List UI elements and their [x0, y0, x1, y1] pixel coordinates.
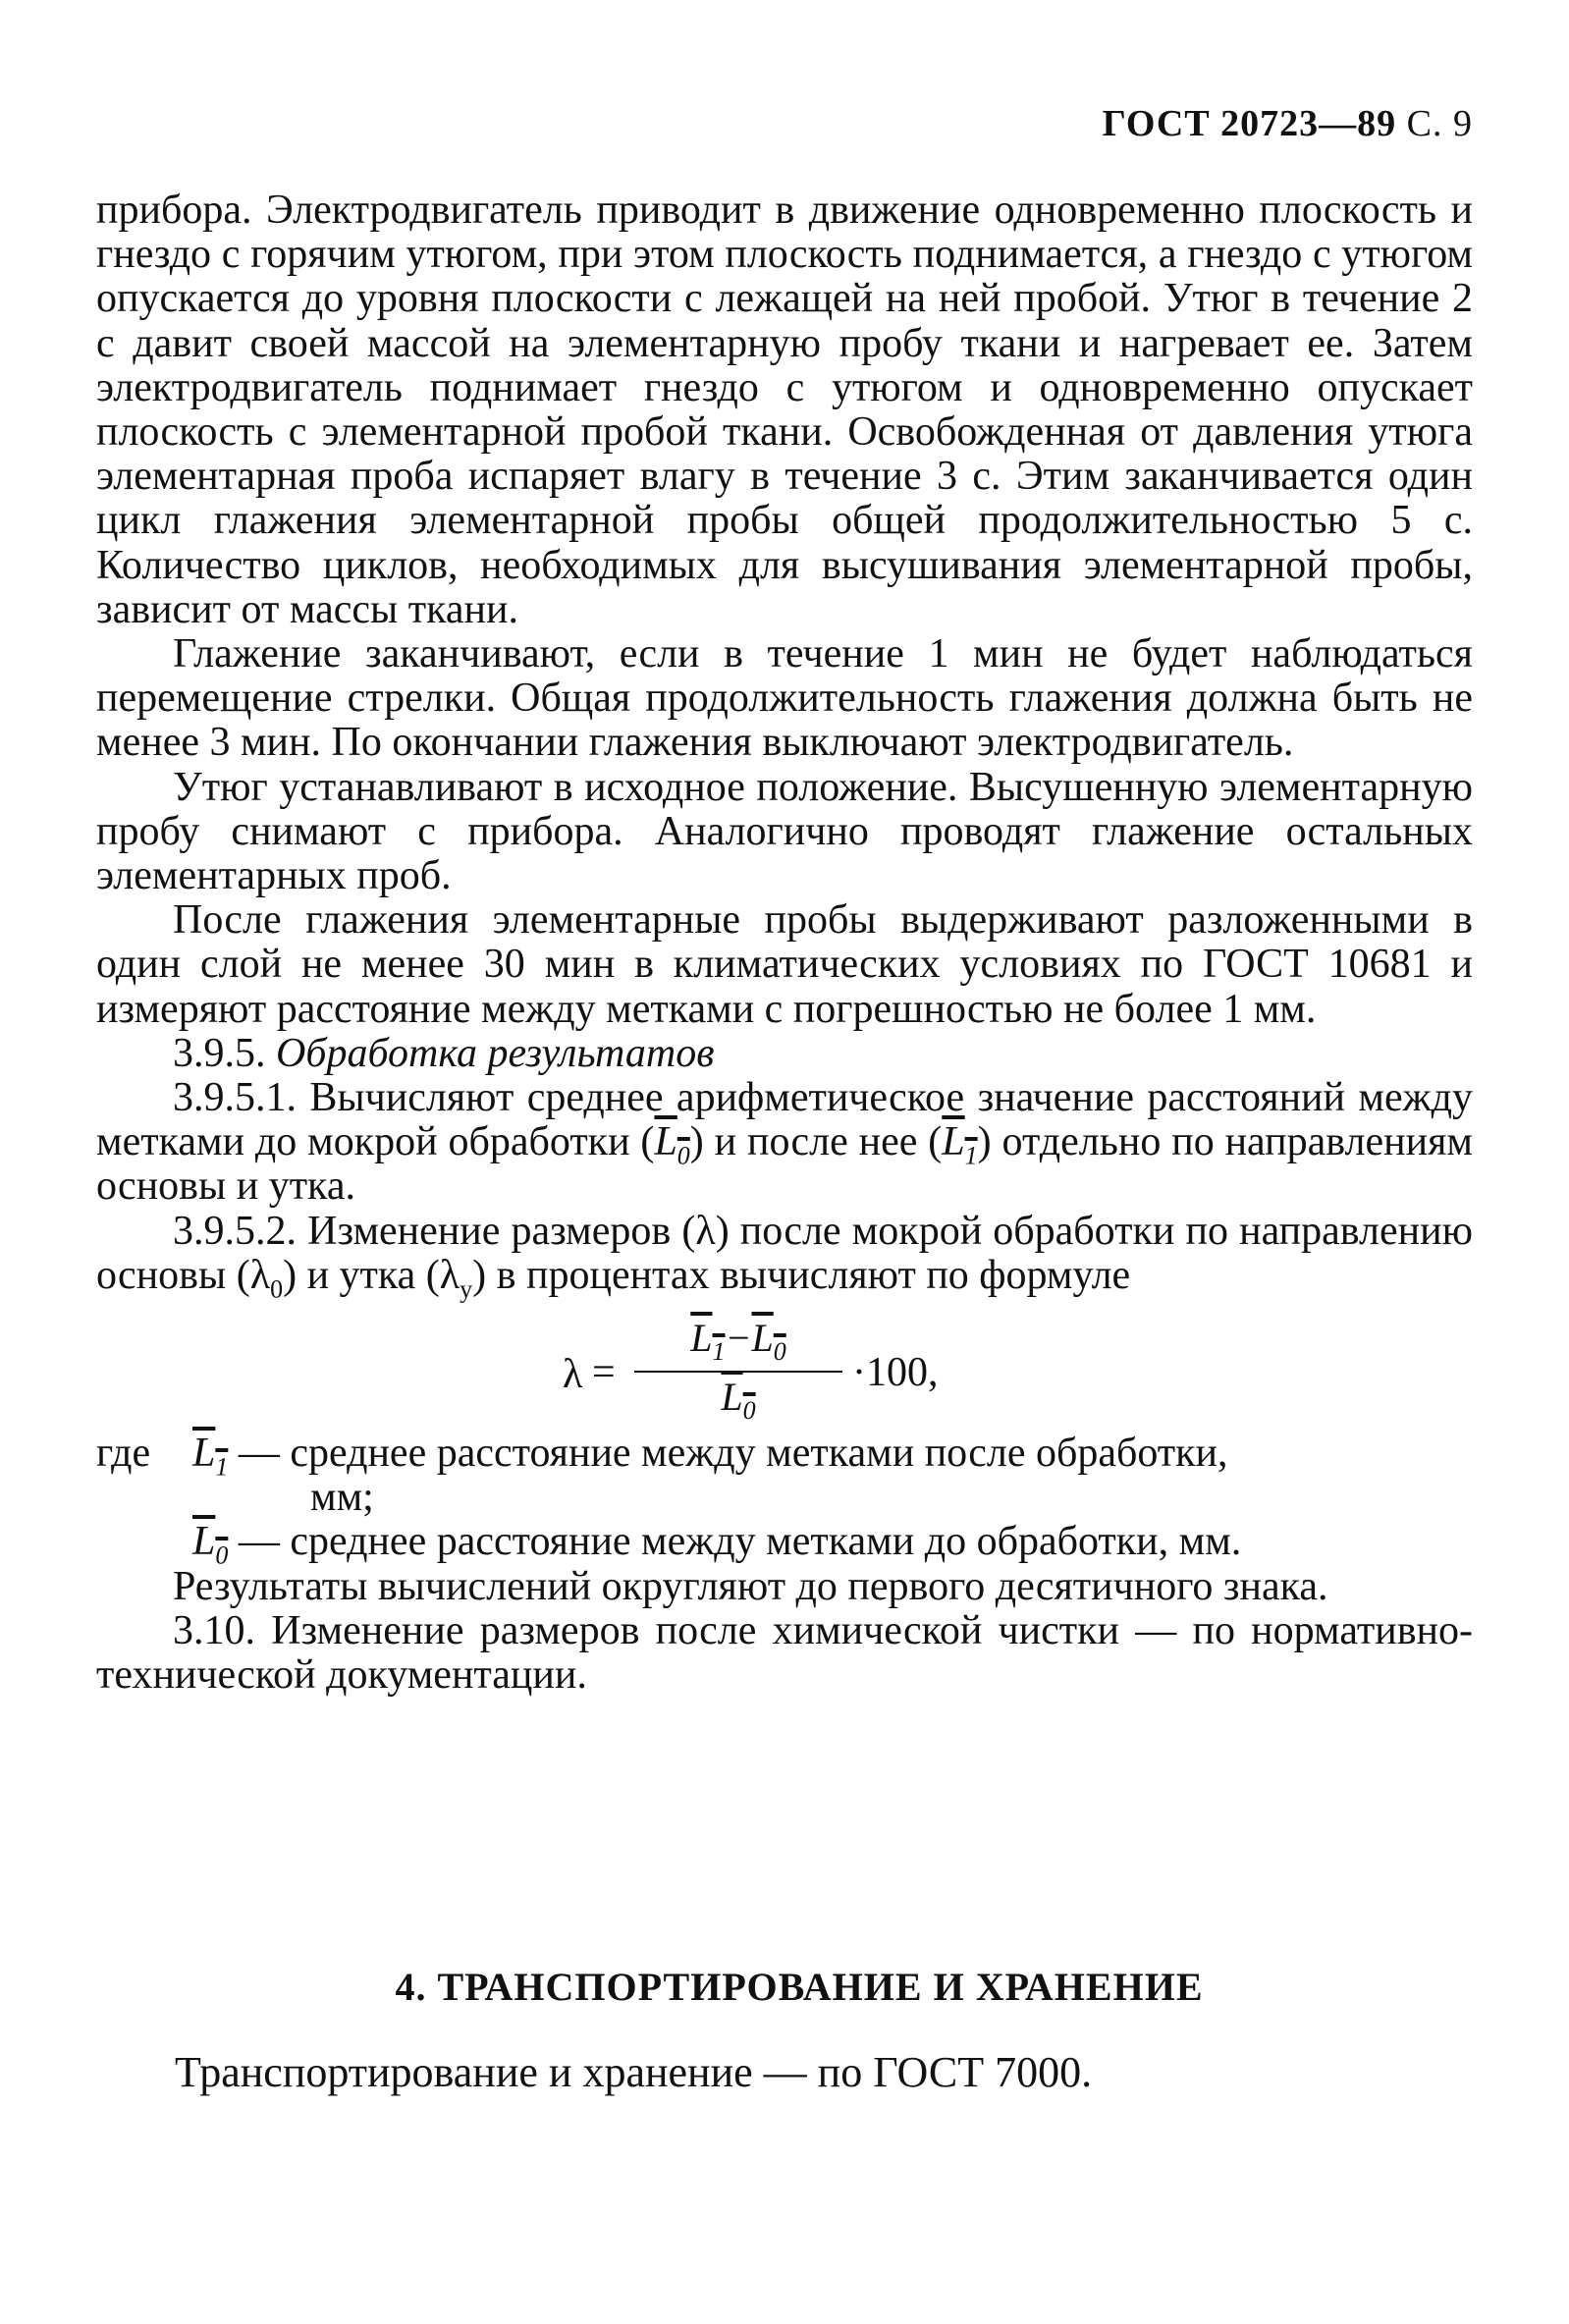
symbol-L1 [192, 1431, 229, 1482]
symbol-letter: L [721, 1375, 743, 1420]
symbol-letter: L [654, 1119, 677, 1165]
running-header [1103, 102, 1473, 145]
symbol-subscript: 0 [270, 1274, 284, 1304]
definition-text: — среднее расстояние между метками до обработки, мм. [228, 1519, 1242, 1565]
formula-fraction [634, 1316, 842, 1426]
fraction-bar [634, 1371, 842, 1373]
clause-3-10: 3.10. Изменение размеров после химической чистки — по нормативно-технической документации. [96, 1607, 1473, 1699]
formula-lambda: λ [563, 1352, 583, 1398]
formula-minus: − [725, 1316, 752, 1361]
page-number: С. 9 [1406, 103, 1473, 144]
formula-numerator [634, 1316, 842, 1367]
symbol-subscript: 1 [712, 1337, 726, 1367]
body-text [96, 189, 1473, 1698]
paragraph-rounding: Результаты вычислений округляют до первого десятичного знака. [173, 1563, 1328, 1609]
section-heading: 4. ТРАНСПОРТИРОВАНИЕ И ХРАНЕНИЕ [395, 1965, 1204, 2009]
paragraph-iron-reset: Утюг устанавливают в исходное положение. Высушенную элементарную пробу снимают с прибора. Аналогично проводят глажение остальных элементарных проб. [96, 764, 1473, 899]
clause-text: ) отдельно по направлениям основы и утка. [96, 1119, 1473, 1210]
where-word: где [96, 1431, 151, 1477]
clause-text: ) в процентах вычисляют по формуле [472, 1252, 1131, 1298]
symbol-letter: L [192, 1431, 216, 1477]
clause-3-9-5-2 [96, 1208, 1473, 1304]
symbol-L1 [942, 1119, 978, 1170]
clause-3-9-5-1 [96, 1076, 1473, 1210]
symbol-letter: L [942, 1119, 965, 1165]
symbol-subscript: 0 [742, 1396, 756, 1426]
symbol-subscript: 0 [215, 1540, 229, 1570]
definition-L0 [192, 1519, 1473, 1570]
formula-denominator [634, 1375, 842, 1426]
symbol-L0 [192, 1519, 229, 1570]
symbol-L0 [751, 1316, 786, 1367]
symbol-subscript: 1 [964, 1141, 978, 1170]
definition-L1-unit: мм; [310, 1475, 374, 1521]
symbol-L0 [654, 1119, 690, 1170]
symbol-letter: L [751, 1316, 774, 1361]
paragraph-continuation: прибора. Электродвигатель приводит в движение одновременно плоскость и гнездо с горячим утюгом, при этом плоскость поднимается, а гнездо с утюгом опускается до уровня плоскости с лежащей на ней пробой. Утюг в течение 2 с давит своей массой на элементарную пробу ткани и нагревает ее. Затем электродвигатель поднимает гнездо с утюгом и одновременно опускает плоскость с элементарной пробой ткани. Освобожденная от давления утюга элементарная проба испаряет влагу в течение 3 с. Этим заканчивается один цикл глажения элементарной пробы общей продолжительностью 5 с. Количество циклов, необходимых для высушивания элементарной пробы, зависит от массы ткани. [96, 188, 1473, 632]
symbol-subscript: у [460, 1274, 473, 1304]
formula [96, 1316, 1473, 1426]
symbol-letter: L [690, 1316, 713, 1361]
clause-text: ) и утка (λ [283, 1252, 460, 1298]
symbol-subscript: 0 [676, 1141, 690, 1170]
clause-text: 3.9.5.1. Вычисляют среднее арифметическое значение расстояний между метками до мокрой обработки ( [96, 1075, 1473, 1165]
clause-text: 3.9.5.2. Изменение размеров (λ) после мокрой обработки по направлению основы (λ [96, 1208, 1473, 1298]
definition-list [192, 1431, 1473, 1570]
clause-text: ) и после нее ( [689, 1119, 943, 1165]
section-text: Транспортирование и хранение — по ГОСТ 7000. [175, 2048, 1093, 2096]
symbol-L0 [721, 1375, 756, 1426]
definition-L1 [192, 1431, 1473, 1482]
formula-equals: = [592, 1350, 616, 1396]
subsection-title: Обработка результатов [276, 1030, 715, 1076]
symbol-subscript: 1 [215, 1452, 229, 1482]
subsection-3-9-5 [96, 1032, 1473, 1076]
definition-text: — среднее расстояние между метками после обработки, [228, 1431, 1228, 1477]
symbol-subscript: 0 [773, 1337, 786, 1367]
paragraph-conditioning: После глажения элементарные пробы выдерживают разложенными в один слой не менее 30 мин в климатических условиях по ГОСТ 10681 и измеряют расстояние между метками с погрешностью не более 1 мм. [96, 897, 1473, 1032]
symbol-letter: L [192, 1519, 216, 1565]
standard-number: ГОСТ 20723—89 [1102, 103, 1397, 144]
symbol-L1 [690, 1316, 726, 1367]
subsection-number: 3.9.5. [173, 1030, 266, 1076]
definitions [96, 1431, 1473, 1570]
formula-multiplier: ·100, [852, 1350, 939, 1396]
paragraph-ironing-end: Глажение заканчивают, если в течение 1 мин не будет наблюдаться перемещение стрелки. Общая продолжительность глажения должна быть не менее 3 мин. По окончании глажения выключают электродвигатель. [96, 631, 1473, 766]
